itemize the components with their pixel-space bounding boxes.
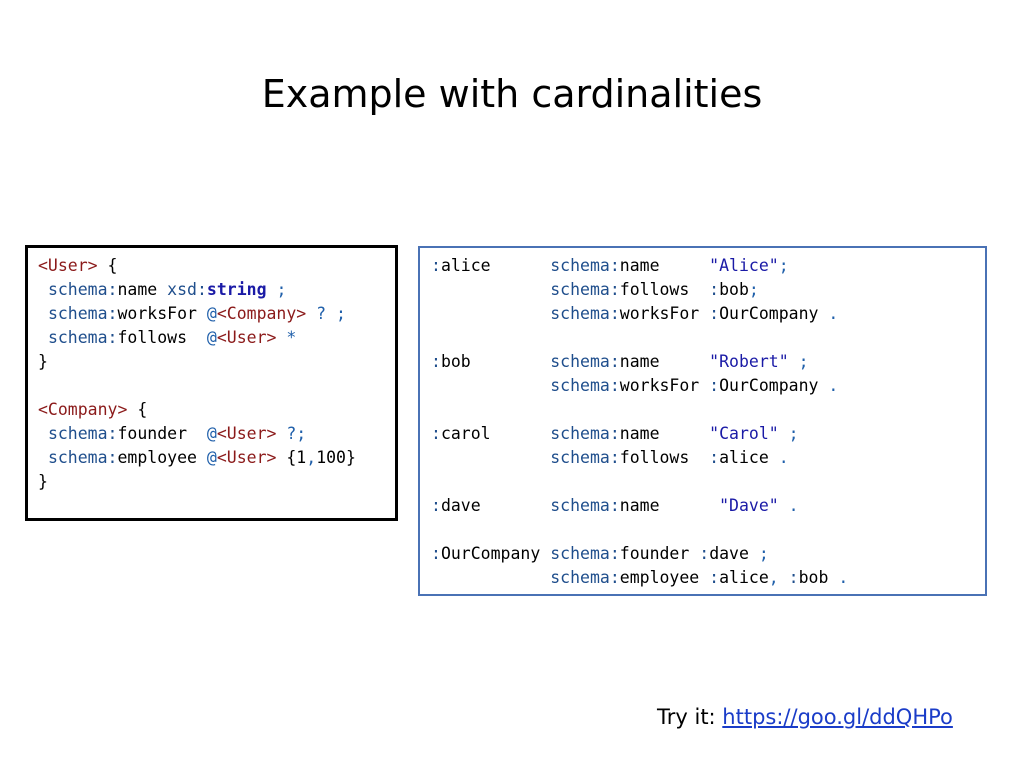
code-token: schema: <box>550 256 620 275</box>
code-token: } <box>38 472 48 491</box>
code-token <box>38 328 48 347</box>
code-token: "Dave" <box>719 496 779 515</box>
code-token: : <box>709 376 720 395</box>
code-token: . <box>778 496 799 515</box>
code-token: , <box>306 448 317 467</box>
code-token: schema: <box>550 496 620 515</box>
slide-title: Example with cardinalities <box>261 72 763 116</box>
turtle-code-line <box>431 254 985 278</box>
code-token: <Company> <box>216 304 307 323</box>
code-token: : <box>709 448 720 467</box>
turtle-code-line <box>431 422 985 446</box>
code-token: { <box>97 256 118 275</box>
code-token: worksFor <box>619 304 710 323</box>
code-token: ; <box>266 280 287 299</box>
turtle-code-line <box>431 446 985 470</box>
code-token: schema: <box>47 424 118 443</box>
code-token: bob <box>440 352 551 371</box>
code-token: alice <box>719 568 769 587</box>
code-token: schema: <box>550 280 620 299</box>
code-token: <User> <box>216 328 277 347</box>
code-token: @ <box>206 448 217 467</box>
code-token: worksFor <box>117 304 207 323</box>
code-token: employee <box>117 448 207 467</box>
code-token: schema: <box>550 544 620 563</box>
turtle-code-line <box>431 518 985 542</box>
code-token: , <box>768 568 779 587</box>
code-token: <User> <box>38 256 98 275</box>
turtle-code-line <box>431 398 985 422</box>
code-token: dave <box>709 544 749 563</box>
code-token: @ <box>206 304 217 323</box>
code-token: schema: <box>550 376 620 395</box>
code-token: schema: <box>550 304 620 323</box>
shex-code-line <box>38 326 395 350</box>
shex-code <box>38 254 395 494</box>
code-token: founder <box>619 544 700 563</box>
shex-code-line <box>38 398 395 422</box>
code-token: schema: <box>550 424 620 443</box>
turtle-code-line <box>431 350 985 374</box>
code-token: follows <box>619 280 710 299</box>
code-token <box>431 304 550 323</box>
code-token: ?; <box>276 424 307 443</box>
code-token: ; <box>778 256 789 275</box>
shex-code-line <box>38 470 395 494</box>
code-token: schema: <box>47 304 118 323</box>
try-it-line <box>657 705 953 729</box>
code-token: . <box>768 448 789 467</box>
code-token: @ <box>206 328 217 347</box>
code-token <box>431 280 550 299</box>
code-token: follows <box>619 448 710 467</box>
turtle-code-line <box>431 278 985 302</box>
code-token: { <box>127 400 148 419</box>
turtle-code-line <box>431 542 985 566</box>
code-token: : <box>788 568 799 587</box>
shex-code-box <box>25 245 398 521</box>
code-token: <User> <box>216 448 277 467</box>
code-token: bob <box>719 280 749 299</box>
turtle-code <box>431 254 985 590</box>
code-token: ; <box>778 424 799 443</box>
code-token: carol <box>440 424 551 443</box>
code-token: : <box>431 352 441 371</box>
turtle-code-line <box>431 566 985 590</box>
code-token <box>431 568 550 587</box>
code-token: dave <box>440 496 551 515</box>
code-token <box>38 448 48 467</box>
shex-code-line <box>38 302 395 326</box>
code-token: ; <box>748 544 769 563</box>
code-token: OurCompany <box>719 304 819 323</box>
code-token: ; <box>748 280 759 299</box>
code-token <box>779 568 789 587</box>
turtle-code-line <box>431 302 985 326</box>
shex-code-line <box>38 278 395 302</box>
code-token: OurCompany <box>440 544 551 563</box>
code-token: schema: <box>550 448 620 467</box>
turtle-code-line <box>431 326 985 350</box>
code-token: schema: <box>47 448 118 467</box>
code-token: 100} <box>316 448 356 467</box>
code-token: : <box>431 424 441 443</box>
code-token: bob <box>798 568 829 587</box>
code-token: : <box>431 256 441 275</box>
code-token: . <box>818 376 839 395</box>
turtle-code-line <box>431 374 985 398</box>
code-token: xsd: <box>167 280 207 299</box>
code-token: "Carol" <box>709 424 779 443</box>
code-token: "Alice" <box>709 256 779 275</box>
code-token <box>431 376 550 395</box>
shex-code-line <box>38 254 395 278</box>
code-token: : <box>431 496 441 515</box>
code-token <box>38 280 48 299</box>
code-token: schema: <box>47 280 118 299</box>
code-token: name <box>619 352 710 371</box>
try-it-link[interactable]: https://goo.gl/ddQHPo <box>722 705 953 729</box>
code-token: <User> <box>216 424 277 443</box>
code-token: ; <box>788 352 809 371</box>
code-token: : <box>709 568 720 587</box>
turtle-code-line <box>431 470 985 494</box>
code-token: string <box>206 280 267 299</box>
code-token: "Robert" <box>709 352 789 371</box>
code-token: name <box>117 280 168 299</box>
code-token: name <box>619 496 720 515</box>
shex-code-line <box>38 446 395 470</box>
code-token: alice <box>719 448 769 467</box>
shex-code-line <box>38 374 395 398</box>
code-token: . <box>818 304 839 323</box>
code-token: OurCompany <box>719 376 819 395</box>
code-token: alice <box>440 256 551 275</box>
code-token: : <box>431 544 441 563</box>
shex-code-line <box>38 350 395 374</box>
code-token: founder <box>117 424 207 443</box>
turtle-code-box <box>418 246 987 596</box>
code-token <box>38 424 48 443</box>
code-token: * <box>276 328 297 347</box>
code-token: @ <box>206 424 217 443</box>
code-token: follows <box>117 328 207 347</box>
code-token: . <box>828 568 849 587</box>
code-token: name <box>619 256 710 275</box>
code-token: employee <box>619 568 710 587</box>
code-token: {1 <box>276 448 307 467</box>
code-token <box>38 304 48 323</box>
try-it-label: Try it: <box>657 705 723 729</box>
code-token: : <box>709 304 720 323</box>
code-token: <Company> <box>38 400 128 419</box>
code-token: } <box>38 352 48 371</box>
code-token: : <box>709 280 720 299</box>
code-token: schema: <box>550 352 620 371</box>
code-token <box>431 448 550 467</box>
code-token: worksFor <box>619 376 710 395</box>
turtle-code-line <box>431 494 985 518</box>
code-token: ? ; <box>306 304 346 323</box>
code-token: : <box>699 544 710 563</box>
code-token: schema: <box>47 328 118 347</box>
code-token: schema: <box>550 568 620 587</box>
shex-code-line <box>38 422 395 446</box>
code-token: name <box>619 424 710 443</box>
